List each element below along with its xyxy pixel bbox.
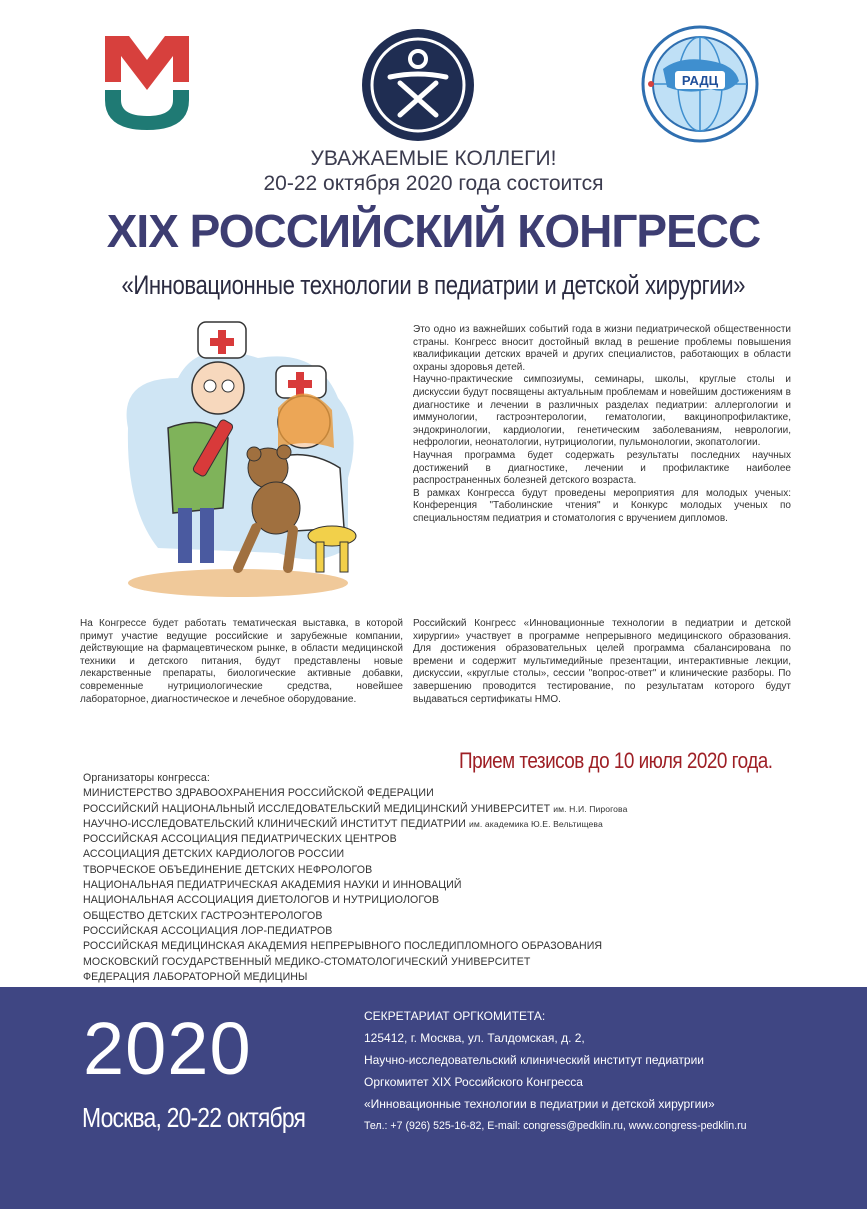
radc-logo-text: РАДЦ (681, 73, 719, 88)
exhibition-text: На Конгрессе будет работать тематическая выставка, в которой примут участие ведущие российские и зарубежные компании, действующие на фармацевтическом рынке, в области медицинской техники и детского питания, будут представлены новые лекарственные препараты, биологические активные добавки, современные нутрициологические средства, новейшее лабораторное, диагностическое и лечебное оборудование. (80, 618, 403, 705)
list-item: НАЦИОНАЛЬНАЯ ПЕДИАТРИЧЕСКАЯ АКАДЕМИЯ НАУКИ И ИННОВАЦИЙ (83, 879, 462, 892)
child-emblem-logo (360, 27, 476, 143)
radc-globe-logo (641, 25, 759, 143)
secretariat-address: 125412, г. Москва, ул. Талдомская, д. 2, (364, 1031, 585, 1045)
secretariat-committee: Оргкомитет XIX Российского Конгресса (364, 1075, 583, 1089)
list-item: ФЕДЕРАЦИЯ ЛАБОРАТОРНОЙ МЕДИЦИНЫ (83, 970, 308, 983)
congress-subtitle (0, 270, 867, 301)
dates-line: 20-22 октября 2020 года состоится (263, 172, 604, 195)
event-year: 2020 (83, 1007, 252, 1090)
university-m-logo (103, 34, 191, 132)
list-item: ТВОРЧЕСКОЕ ОБЪЕДИНЕНИЕ ДЕТСКИХ НЕФРОЛОГОВ (83, 863, 373, 876)
list-item: РОССИЙСКАЯ АССОЦИАЦИЯ ЛОР-ПЕДИАТРОВ (83, 924, 333, 937)
secretariat-heading: СЕКРЕТАРИАТ ОРГКОМИТЕТА: (364, 1009, 546, 1023)
secretariat-congress-name: «Инновационные технологии в педиатрии и детской хирургии» (364, 1097, 715, 1111)
list-item: НАУЧНО-ИССЛЕДОВАТЕЛЬСКИЙ КЛИНИЧЕСКИЙ ИНСТИТУТ ПЕДИАТРИИ им. академика Ю.Е. Вельтищева (83, 817, 603, 830)
intro-paragraph: Это одно из важнейших событий года в жизни педиатрической общественности страны. Конгресс вносит достойный вклад в решение проблемы повышения квалификации детских врачей и других специалистов, работающих в области охраны здоровья детей. (413, 324, 791, 373)
list-item: НАЦИОНАЛЬНАЯ АССОЦИАЦИЯ ДИЕТОЛОГОВ И НУТРИЦИОЛОГОВ (83, 894, 440, 907)
abstract-deadline: Прием тезисов до 10 июля 2020 года. (459, 748, 773, 773)
intro-paragraph: Научно-практические симпозиумы, семинары, школы, круглые столы и дискуссии будут посвящены актуальным проблемам и новейшим достижениям в диагностике и лечении в различных разделах педиатрии: аллергологии и иммунологии, гастроэнтерологии, гематологии, вакцинопрофилактике, эндокринологии, кардиологии, генетическим заболеваниям, неврологии, нефрологии, неонатологии, нутрициологии, пульмонологии, экопатологии. (413, 374, 791, 449)
list-item: РОССИЙСКИЙ НАЦИОНАЛЬНЫЙ ИССЛЕДОВАТЕЛЬСКИЙ МЕДИЦИНСКИЙ УНИВЕРСИТЕТ им. Н.И. Пирогова (83, 802, 628, 815)
subtitle-text: «Инновационные технологии в педиатрии и детской хирургии» (121, 270, 746, 300)
event-city-dates: Москва, 20-22 октября (82, 1102, 306, 1133)
list-item: РОССИЙСКАЯ МЕДИЦИНСКАЯ АКАДЕМИЯ НЕПРЕРЫВНОГО ПОСЛЕДИПЛОМНОГО ОБРАЗОВАНИЯ (83, 940, 603, 953)
list-item: МОСКОВСКИЙ ГОСУДАРСТВЕННЫЙ МЕДИКО-СТОМАТОЛОГИЧЕСКИЙ УНИВЕРСИТЕТ (83, 955, 531, 968)
greeting: УВАЖАЕМЫЕ КОЛЛЕГИ! (310, 147, 557, 170)
list-item: ОБЩЕСТВО ДЕТСКИХ ГАСТРОЭНТЕРОЛОГОВ (83, 909, 323, 922)
list-item: МИНИСТЕРСТВО ЗДРАВООХРАНЕНИЯ РОССИЙСКОЙ ФЕДЕРАЦИИ (83, 787, 434, 800)
page-title: XIX РОССИЙСКИЙ КОНГРЕСС (106, 205, 761, 257)
intro-paragraph: В рамках Конгресса будут проведены мероприятия для молодых ученых: Конференция "Таболинские чтения" и Конкурс молодых ученых по специальностям педиатрия и стоматология с вручением дипломов. (413, 487, 791, 524)
secretariat-contacts: Тел.: +7 (926) 525-16-82, E-mail: congress@pedklin.ru, www.congress-pedklin.ru (364, 1120, 747, 1132)
education-text: Российский Конгресс «Инновационные технологии в педиатрии и детской хирургии» участвует в программе непрерывного медицинского образования. Для достижения образовательных целей программа сбалансирована по времени и содержит мультимедийные презентации, интерактивные лекции, дискуссии, «круглые столы», сессии "вопрос-ответ" и клинические разборы. По завершению проводится тестирование, по результатам которого будут выдаваться сертификаты НМО. (413, 618, 791, 705)
list-item: АССОЦИАЦИЯ ДЕТСКИХ КАРДИОЛОГОВ РОССИИ (83, 848, 345, 861)
intro-column (413, 324, 791, 526)
doctors-illustration (118, 318, 358, 608)
organizers-heading: Организаторы конгресса: (83, 772, 210, 784)
organizers-list (83, 771, 628, 985)
list-item: РОССИЙСКАЯ АССОЦИАЦИЯ ПЕДИАТРИЧЕСКИХ ЦЕНТРОВ (83, 833, 397, 846)
intro-paragraph: Научная программа будет содержать результаты последних научных достижений в диагностике, лечении и профилактике наиболее распространенных болезней детского возраста. (413, 449, 791, 487)
secretariat-institute: Научно-исследовательский клинический институт педиатрии (364, 1053, 705, 1067)
